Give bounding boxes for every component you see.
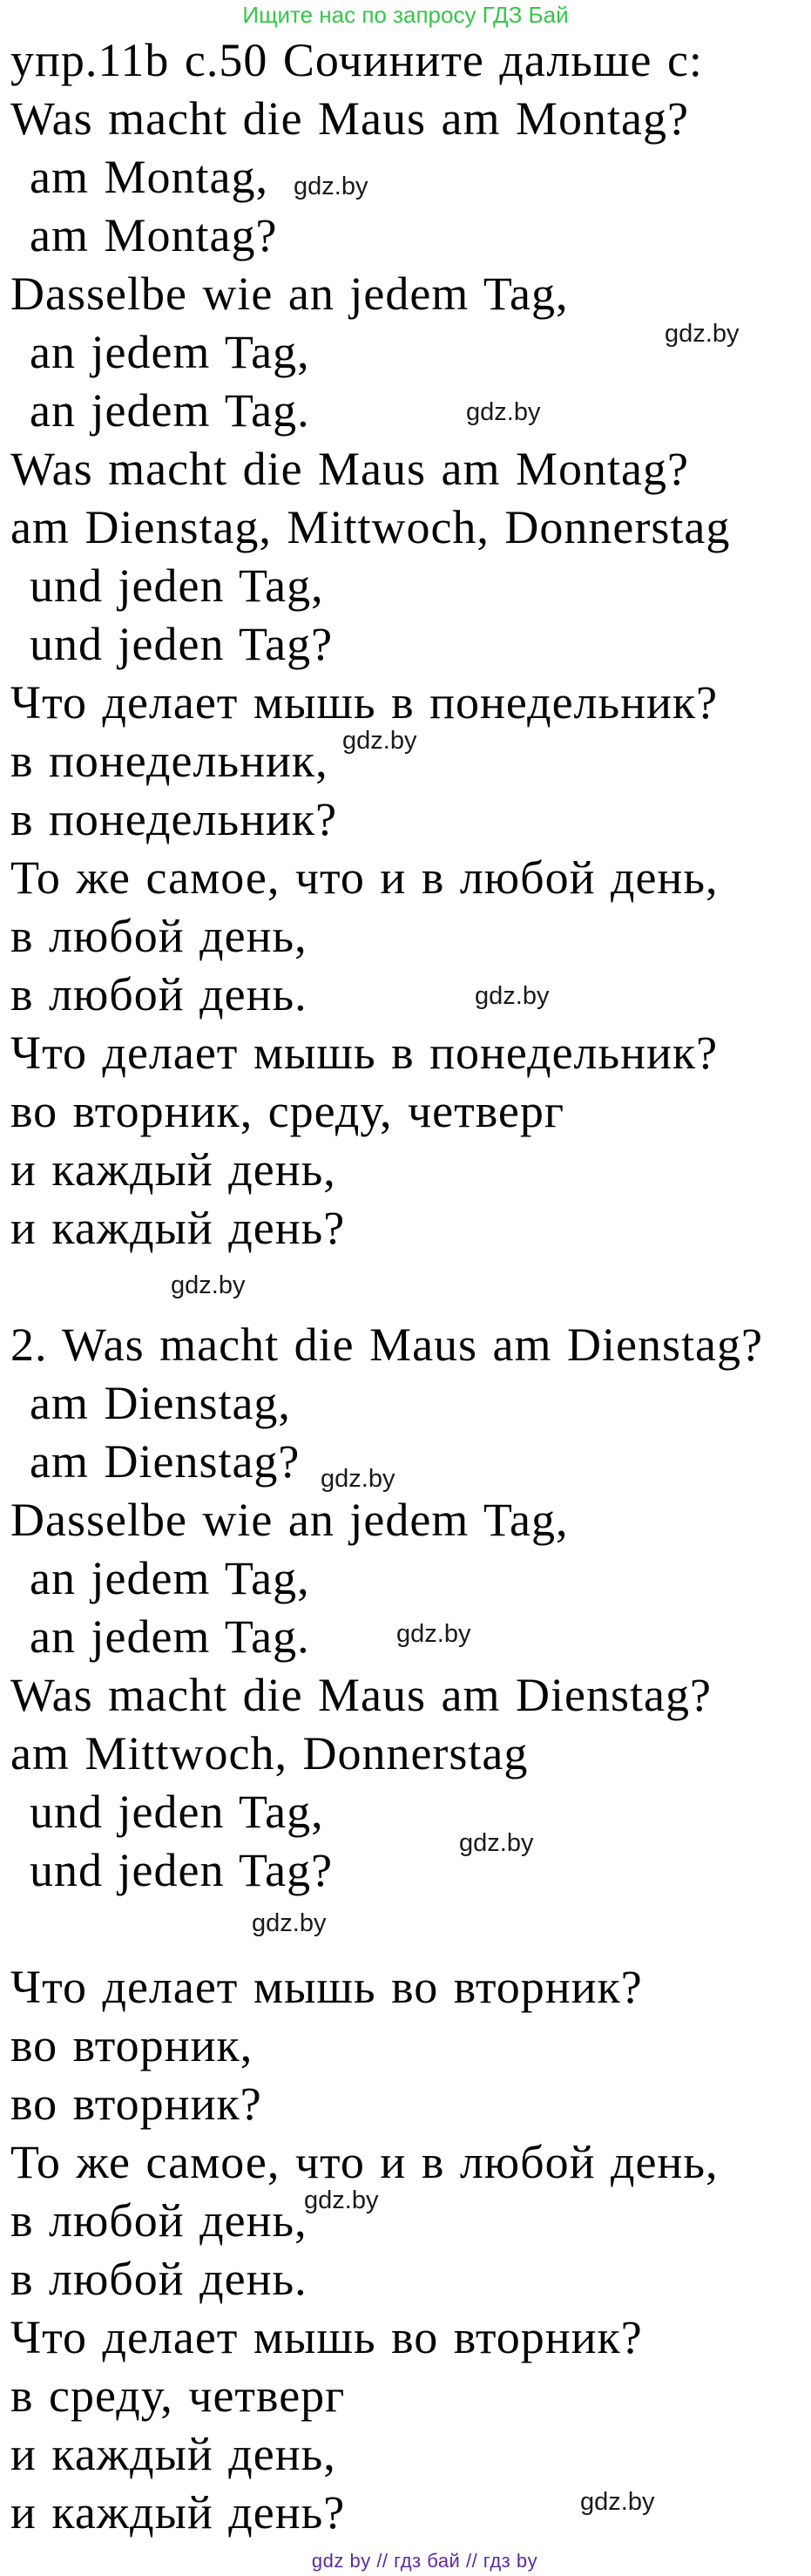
gdz-watermark: gdz.by xyxy=(294,173,368,200)
line-text: То же самое, что и в любой день, xyxy=(10,2136,719,2188)
text-line xyxy=(10,31,806,90)
text-line xyxy=(10,557,806,615)
text-line xyxy=(10,1958,806,2017)
text-line xyxy=(10,440,806,498)
line-text: Was macht die Maus am Dienstag? xyxy=(10,1669,712,1721)
document-body xyxy=(10,31,806,2542)
line-text: und jeden Tag? xyxy=(30,1844,334,1896)
text-line xyxy=(10,2250,806,2308)
text-line xyxy=(10,966,806,1024)
text-line xyxy=(10,2367,806,2425)
text-line xyxy=(10,2308,806,2367)
line-text: und jeden Tag, xyxy=(30,559,324,612)
gdz-watermark: gdz.by xyxy=(171,1271,246,1299)
line-text: во вторник, xyxy=(10,2019,253,2071)
line-text: в понедельник? xyxy=(10,793,338,845)
line-text: и каждый день, xyxy=(10,1143,336,1196)
gdz-watermark: gdz.by xyxy=(475,982,550,1010)
site-search-hint: Ищите нас по запросу ГДЗ Бай xyxy=(242,2,569,28)
gdz-watermark: gdz.by xyxy=(665,320,740,348)
text-line xyxy=(10,90,806,148)
line-text: am Montag? xyxy=(30,209,278,261)
line-text: Was macht die Maus am Montag? xyxy=(10,92,689,145)
text-line xyxy=(10,790,806,849)
line-text: am Montag, xyxy=(30,151,268,203)
text-line xyxy=(10,849,806,907)
line-text: 2. Was macht die Maus am Dienstag? xyxy=(10,1319,763,1371)
text-line xyxy=(10,2484,806,2542)
line-text: в любой день. xyxy=(10,2253,308,2305)
text-line xyxy=(10,2133,806,2192)
line-text: в среду, четверг xyxy=(10,2369,346,2422)
line-text: Что делает мышь во вторник? xyxy=(10,2311,643,2363)
text-line xyxy=(10,907,806,966)
text-line xyxy=(10,265,806,348)
text-line xyxy=(10,148,806,207)
line-text: в любой день, xyxy=(10,2194,308,2247)
line-text: an jedem Tag, xyxy=(30,326,310,378)
line-text: am Mittwoch, Donnerstag xyxy=(10,1727,529,1779)
site-footer: gdz by // гдз бай // гдз by xyxy=(311,2550,538,2572)
text-line xyxy=(10,1024,806,1082)
line-text: в любой день. xyxy=(10,968,308,1020)
line-text: Что делает мышь во вторник? xyxy=(10,1961,643,2013)
text-line xyxy=(10,1841,806,1900)
text-line xyxy=(10,1141,806,1199)
text-line xyxy=(10,1491,806,1549)
text-line xyxy=(10,615,806,674)
text-line xyxy=(10,320,806,382)
line-text: упр.11b с.50 Сочините дальше с: xyxy=(10,34,703,86)
text-line xyxy=(10,1374,806,1433)
line-text: и каждый день, xyxy=(10,2428,336,2480)
text-line xyxy=(10,1199,806,1257)
gdz-watermark: gdz.by xyxy=(459,1829,534,1857)
text-line xyxy=(10,1549,806,1608)
gdz-watermark: gdz.by xyxy=(466,398,541,426)
text-line xyxy=(10,1666,806,1725)
line-text: в любой день, xyxy=(10,910,308,962)
text-line xyxy=(10,1082,806,1141)
text-line xyxy=(10,382,806,440)
line-text: во вторник? xyxy=(10,2078,262,2130)
text-line xyxy=(10,2017,806,2075)
text-line xyxy=(10,727,806,790)
gdz-watermark: gdz.by xyxy=(252,1909,327,1937)
line-text: во вторник, среду, четверг xyxy=(10,1085,565,1137)
line-text: Что делает мышь в понедельник? xyxy=(10,676,719,729)
text-line xyxy=(10,2425,806,2484)
line-text: Что делает мышь в понедельник? xyxy=(10,1027,719,1079)
text-line xyxy=(10,674,806,732)
line-text: und jeden Tag, xyxy=(30,1786,324,1838)
line-text: an jedem Tag, xyxy=(30,1552,310,1604)
text-line xyxy=(10,2186,806,2250)
gdz-watermark: gdz.by xyxy=(396,1620,471,1648)
line-text: am Dienstag, Mittwoch, Donnerstag xyxy=(10,501,731,553)
gdz-watermark: gdz.by xyxy=(304,2186,379,2214)
line-text: Dasselbe wie an jedem Tag, xyxy=(10,1494,569,1546)
text-line xyxy=(10,1316,806,1374)
text-line xyxy=(10,207,806,265)
gdz-watermark: gdz.by xyxy=(580,2488,655,2516)
line-text: То же самое, что и в любой день, xyxy=(10,851,719,904)
line-text: am Dienstag? xyxy=(30,1435,301,1488)
text-line xyxy=(10,1257,806,1316)
text-line xyxy=(10,498,806,557)
line-text: Dasselbe wie an jedem Tag, xyxy=(10,268,569,320)
text-line xyxy=(10,1900,806,1958)
gdz-watermark: gdz.by xyxy=(342,727,417,755)
line-text: и каждый день? xyxy=(10,1202,346,1254)
line-text: в понедельник, xyxy=(10,735,328,787)
text-line xyxy=(10,1783,806,1857)
text-line xyxy=(10,1725,806,1783)
text-line xyxy=(10,1433,806,1491)
line-text: an jedem Tag. xyxy=(30,384,310,437)
line-text: an jedem Tag. xyxy=(30,1610,310,1663)
line-text: Was macht die Maus am Montag? xyxy=(10,443,689,495)
line-text: am Dienstag, xyxy=(30,1377,291,1429)
gdz-watermark: gdz.by xyxy=(321,1465,395,1493)
line-text: и каждый день? xyxy=(10,2486,346,2539)
text-line xyxy=(10,2075,806,2133)
line-text: und jeden Tag? xyxy=(30,618,334,670)
text-line xyxy=(10,1608,806,1666)
